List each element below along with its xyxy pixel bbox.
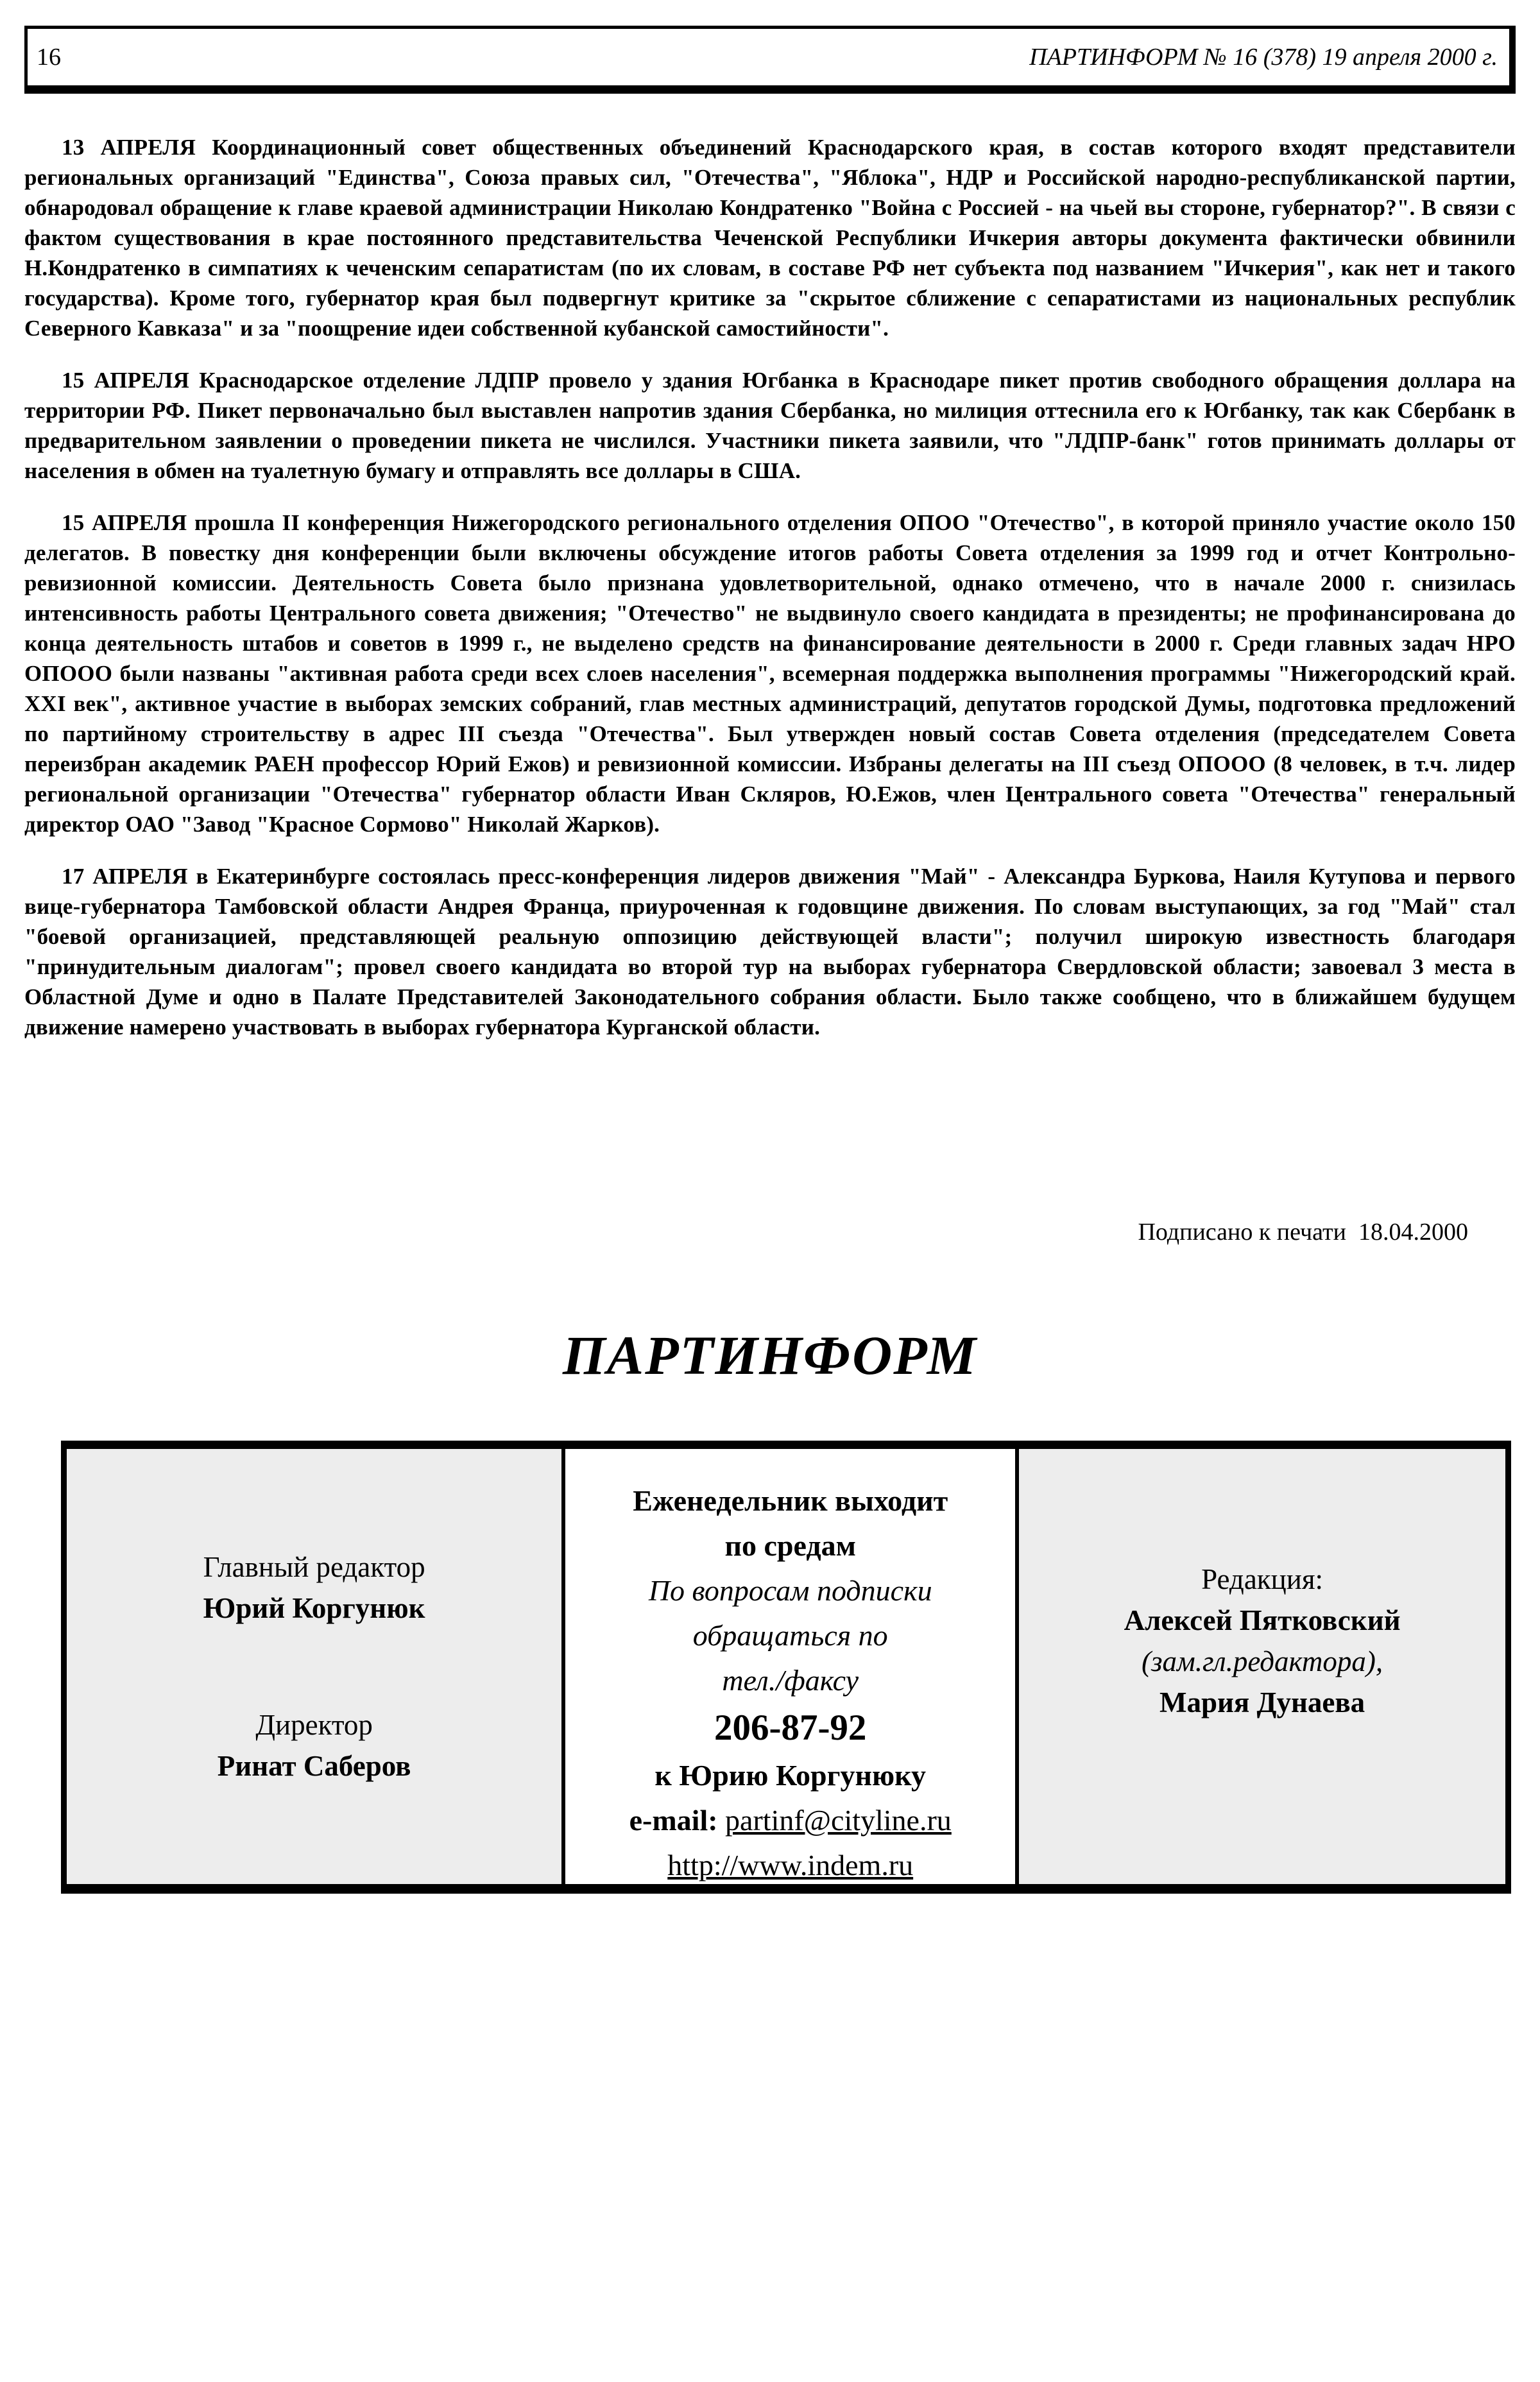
article-paragraph: 15 АПРЕЛЯ прошла II конференция Нижегородского регионального отделения ОПОО "Отечество", в которой приняло участие около 150 делегатов. В повестку дня конференции были включены обсуждение итогов работы Совета отделения за 1999 год и отчет Контрольно-ревизионной комиссии. Деятельность Совета было признана удовлетворительной, однако отмечено, что в начале 2000 г. снизилась интенсивность работы Центрального совета движения; "Отечество" не выдвинуло своего кандидата в президенты; не профинансирована до конца деятельность штабов и советов в 1999 г., не выделено средств на финансирование деятельности в 2000 г. Среди главных задач НРО ОПООО были названы "активная работа среди всех слоев населения", всемерная поддержка выполнения программы "Нижегородский край. XXI век", активное участие в выборах земских собраний, глав местных администраций, депутатов городской Думы, подготовка предложений по партийному строительству в адрес III съезда "Отечества". Был утвержден новый состав Совета отделения (председателем Совета переизбран академик РАЕН профессор Юрий Ежов) и ревизионной комиссии. Избраны делегаты на III съезд ОПООО (8 человек, в т.ч. лидер региональной организации "Отечества" губернатор области Иван Скляров, Ю.Ежов, член Центрального совета "Отечества" генеральный директор ОАО "Завод "Красное Сормово" Николай Жарков). [24, 510, 1516, 837]
schedule-line: Еженедельник выходит [633, 1484, 948, 1517]
masthead-title: ПАРТИНФОРМ [562, 1324, 978, 1386]
website-link[interactable]: http://www.indem.ru [667, 1849, 914, 1881]
editorial-title: Редакция: [1201, 1563, 1324, 1595]
editor-role: Главный редактор [203, 1551, 425, 1583]
signed-to-print-line: Подписано к печати 18.04.2000 [1138, 1219, 1468, 1246]
director-role: Директор [255, 1709, 373, 1741]
phone-number: 206-87-92 [714, 1708, 867, 1748]
articles-section [24, 132, 1516, 1064]
article-paragraph: 13 АПРЕЛЯ Координационный совет общественных объединений Краснодарского края, в состав которого входят представители региональных организаций "Единства", Союза правых сил, "Отечества", "Яблока", НДР и Российской народно-республиканской партии, обнародовал обращение к главе краевой администрации Николаю Кондратенко "Война с Россией - на чьей вы стороне, губернатор?". В связи с фактом существования в крае постоянного представительства Чеченской Республики Ичкерия авторы документа фактически обвинили Н.Кондратенко в симпатиях к чеченским сепаратистам (по их словам, в составе РФ нет субъекта под названием "Ичкерия", как нет и такого государства). Кроме того, губернатор края был подвергнут критике за "скрытое сближение с сепаратистами из национальных республик Северного Кавказа" и за "поощрение идеи собственной кубанской самостийности". [24, 135, 1516, 341]
subscription-note: обращаться по [692, 1619, 888, 1652]
imprint-editor-column [67, 1449, 561, 1884]
schedule-line: по средам [724, 1529, 856, 1562]
website-line [667, 1843, 913, 1888]
imprint-schedule-column [561, 1449, 1019, 1884]
page-number: 16 [37, 44, 61, 71]
director-name: Ринат Саберов [217, 1750, 411, 1782]
running-head [24, 26, 1516, 94]
email-line [629, 1798, 952, 1843]
imprint-editorial-column [1019, 1449, 1505, 1884]
deputy-editor-name: Алексей Пятковский [1124, 1604, 1401, 1636]
email-label: e-mail: [629, 1804, 718, 1837]
issue-title: ПАРТИНФОРМ № 16 (378) 19 апреля 2000 г. [1029, 44, 1498, 71]
article-paragraph: 17 АПРЕЛЯ в Екатеринбурге состоялась пресс-конференция лидеров движения "Май" - Александра Буркова, Наиля Кутупова и первого вице-губернатора Тамбовской области Андрея Франца, приуроченная к годовщине движения. По словам выступающих, за год "Май" стал "боевой организацией, представляющей реальную оппозицию действующей власти"; получил широкую известность благодаря "принудительным диалогам"; провел своего кандидата во второй тур на выборах губернатора Свердловской области; завоевал 3 места в Областной Думе и одно в Палате Представителей Законодательного собрания области. Было также сообщено, что в ближайшем будущем движение намерено участвовать в выборах губернатора Курганской области. [24, 864, 1516, 1040]
email-link[interactable]: partinf@cityline.ru [725, 1804, 952, 1837]
subscription-note: тел./факсу [722, 1664, 859, 1697]
subscription-note: По вопросам подписки [648, 1574, 932, 1607]
deputy-editor-note: (зам.гл.редактора), [1142, 1645, 1383, 1677]
editor-name: Юрий Коргунюк [203, 1592, 425, 1624]
article-paragraph: 15 АПРЕЛЯ Краснодарское отделение ЛДПР провело у здания Югбанка в Краснодаре пикет против свободного обращения доллара на территории РФ. Пикет первоначально был выставлен напротив здания Сбербанка, но милиция оттеснила его к Югбанку, так как Сбербанк в предварительном заявлении о проведении пикета не числился. Участники пикета заявили, что "ЛДПР-банк" готов принимать доллары от населения в обмен на туалетную бумагу и отправлять все доллары в США. [24, 368, 1516, 483]
staff-name: Мария Дунаева [1159, 1686, 1365, 1718]
contact-person: к Юрию Коргунюку [654, 1759, 926, 1792]
imprint-box [61, 1441, 1511, 1894]
